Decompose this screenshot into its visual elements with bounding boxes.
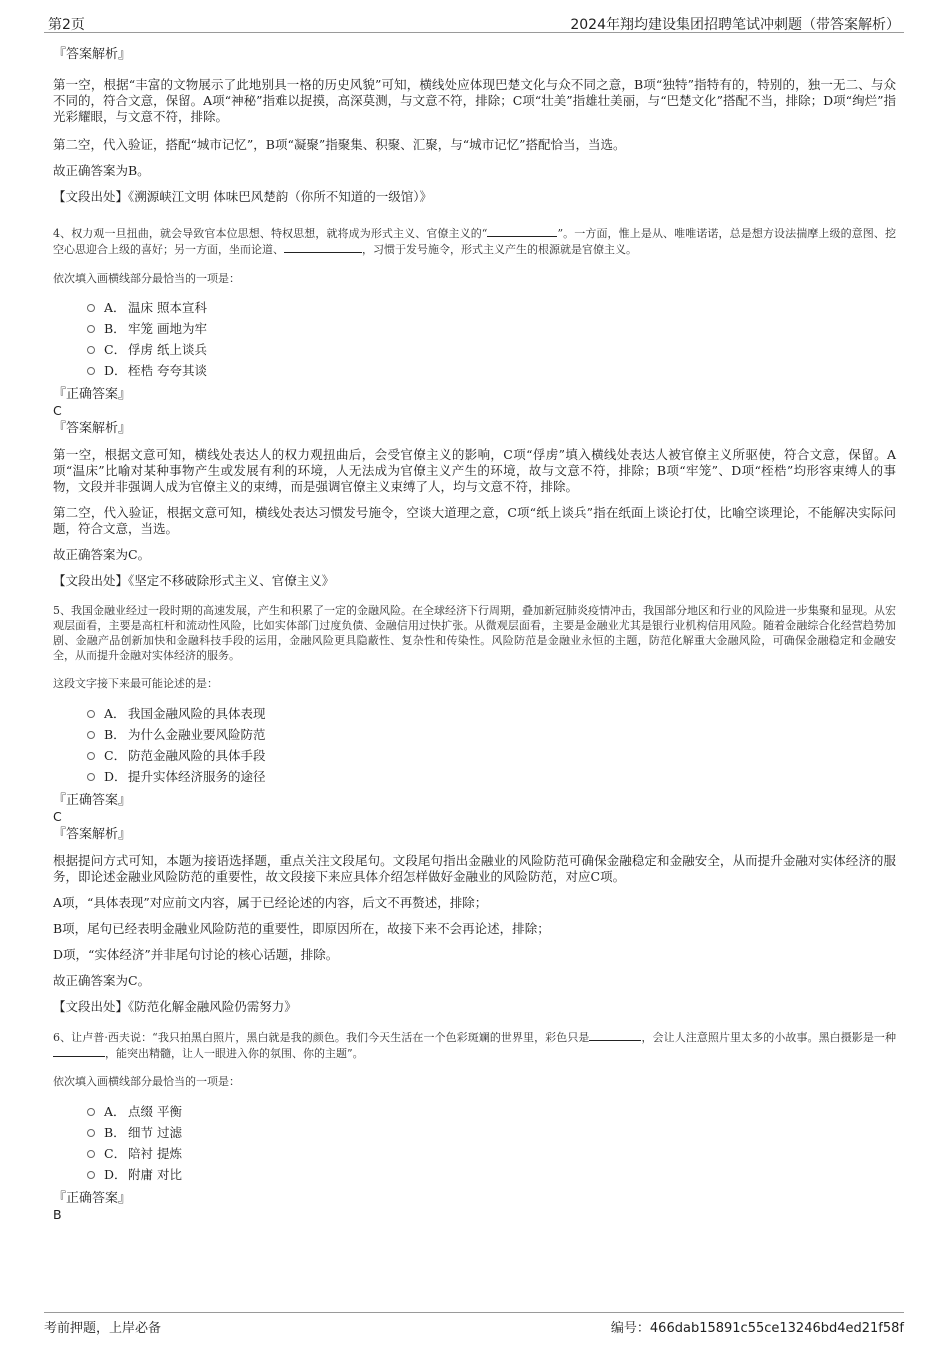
source-label: 【文段出处】 (53, 999, 129, 1014)
radio-icon[interactable] (87, 346, 95, 354)
radio-icon[interactable] (87, 1150, 95, 1158)
q4-analysis-label: 『答案解析』 (53, 421, 132, 436)
q5-answer: C (53, 809, 62, 824)
q4-answer-label: 『正确答案』 (53, 387, 132, 402)
radio-icon[interactable] (87, 773, 95, 781)
page-content (53, 40, 896, 1222)
source-title: 《溯源峡江文明 体味巴风楚韵（你所不知道的一级馆）》 (128, 189, 432, 204)
q5-option-a[interactable]: A． 我国金融风险的具体表现 (87, 703, 896, 724)
q3-analysis-p2: 第二空，代入验证，搭配“城市记忆”，B项“凝聚”指聚集、积聚、汇聚，与“城市记忆”搭配恰当，当选。 (53, 137, 626, 152)
q4-analysis-p1: 第一空，根据文意可知，横线处表达人的权力观扭曲后，会受官僚主义的影响，C项“俘虏”填入横线处表达人被官僚主义所驱使，符合文意，保留。A项“温床”比喻对某种事物产生或发展有利的环境，人无法成为官僚主义产生的环境，故与文意不符，排除；B项“牢笼”、D项“桎梏”均形容束缚人的事物，文段并非强调人成为官僚主义的束缚，而是强调官僚主义束缚了人，均与文意不符，排除。 (53, 447, 896, 494)
q6-answer-label: 『正确答案』 (53, 1191, 132, 1206)
q6-option-d[interactable]: D． 附庸 对比 (87, 1164, 896, 1185)
fill-blank (284, 241, 362, 253)
source-label: 【文段出处】 (53, 573, 129, 588)
fill-blank (589, 1029, 641, 1041)
q6-options (87, 1101, 896, 1185)
q3-source (53, 189, 896, 205)
q5-analysis-label: 『答案解析』 (53, 827, 132, 842)
page-number: 第2页 (48, 17, 85, 33)
q4-analysis-p2: 第二空，代入验证，根据文意可知，横线处表达习惯发号施令，空谈大道理之意，C项“纸上谈兵”指在纸面上谈论打仗，比喻空谈理论，不能解决实际问题，符合文意，当选。 (53, 505, 896, 536)
q5-source (53, 999, 896, 1015)
q4-stem: 4、权力观一旦扭曲，就会导致官本位思想、特权思想，就将成为形式主义、官僚主义的“ ”。一方面，惟上是从、唯唯诺诺，总是想方设法揣摩上级的意图、挖空心思迎合上级的喜好；另一方面，坐而论道、 ，习惯于发号施令，形式主义产生的根源就是官僚主义。 (53, 227, 896, 256)
q6-instruction: 依次填入画横线部分最恰当的一项是： (53, 1075, 240, 1088)
q3-conclusion: 故正确答案为B。 (53, 163, 150, 178)
q5-stem: 5、我国金融业经过一段时期的高速发展，产生和积累了一定的金融风险。在全球经济下行周期，叠加新冠肺炎疫情冲击，我国部分地区和行业的风险进一步集聚和显现。从宏观层面看，主要是高杠杆和流动性风险，比如实体部门过度负债、金融信用过快扩张。从微观层面看，主要是金融业尤其是银行业机构信用风险。随着金融综合化经营趋势加剧、金融产品创新加快和金融科技手段的运用，金融风险更具隐蔽性、复杂性和传染性。风险防范是金融业永恒的主题，防范化解重大金融风险，可确保金融稳定和金融安全，从而提升金融对实体经济的服务。 (53, 604, 896, 662)
q4-option-d[interactable]: D． 桎梏 夸夸其谈 (87, 360, 896, 381)
q4-option-c[interactable]: C． 俘虏 纸上谈兵 (87, 339, 896, 360)
q4-conclusion: 故正确答案为C。 (53, 547, 151, 562)
radio-icon[interactable] (87, 1129, 95, 1137)
page-footer (44, 1312, 904, 1335)
q5-analysis-p1: 根据提问方式可知，本题为接语选择题，重点关注文段尾句。文段尾句指出金融业的风险防范可确保金融稳定和金融安全，从而提升金融对实体经济的服务，即论述金融业风险防范的重要性，故文段接下来应具体介绍怎样做好金融业的风险防范，对应C项。 (53, 853, 896, 884)
fill-blank (53, 1045, 105, 1057)
q5-option-c[interactable]: C． 防范金融风险的具体手段 (87, 745, 896, 766)
q6-option-a[interactable]: A． 点缀 平衡 (87, 1101, 896, 1122)
source-title: 《坚定不移破除形式主义、官僚主义》 (128, 573, 335, 588)
q6-stem: 6、让卢普·西夫说：“我只拍黑白照片，黑白就是我的颜色。我们今天生活在一个色彩斑斓的世界里，彩色只是 ，会让人注意照片里太多的小故事。黑白摄影是一种，能突出精髓，让人一眼进入你的氛围、你的主题”。 (53, 1031, 897, 1060)
source-label: 【文段出处】 (53, 189, 129, 204)
q6-option-b[interactable]: B． 细节 过滤 (87, 1122, 896, 1143)
footer-slogan: 考前押题，上岸必备 (44, 1321, 162, 1336)
radio-icon[interactable] (87, 1108, 95, 1116)
radio-icon[interactable] (87, 304, 95, 312)
q3-analysis-p1: 第一空，根据“丰富的文物展示了此地别具一格的历史风貌”可知，横线处应体现巴楚文化与众不同之意，B项“独特”指特有的，特别的，独一无二、与众不同的，符合文意，保留。A项“神秘”指难以捉摸，高深莫测，与文意不符，排除；C项“壮美”指雄壮美丽，与“巴楚文化”搭配不当，排除；D项“绚烂”指光彩耀眼，与文意不符，排除。 (53, 77, 896, 124)
radio-icon[interactable] (87, 731, 95, 739)
q4-source (53, 573, 896, 589)
document-code: 编号：466dab15891c55ce13246bd4ed21f58f (610, 1321, 904, 1336)
q6-option-c[interactable]: C． 陪衬 提炼 (87, 1143, 896, 1164)
fill-blank (487, 225, 557, 237)
q5-instruction: 这段文字接下来最可能论述的是： (53, 677, 218, 690)
q4-option-a[interactable]: A． 温床 照本宣科 (87, 297, 896, 318)
q6-answer: B (53, 1207, 62, 1222)
radio-icon[interactable] (87, 710, 95, 718)
document-title: 2024年翔均建设集团招聘笔试冲刺题（带答案解析） (570, 17, 900, 33)
q4-instruction: 依次填入画横线部分最恰当的一项是： (53, 272, 240, 285)
q5-analysis-p3: B项，尾句已经表明金融业风险防范的重要性，即原因所在，故接下来不会再论述，排除； (53, 921, 550, 936)
q5-analysis-p2: A项，“具体表现”对应前文内容，属于已经论述的内容，后文不再赘述，排除； (53, 895, 488, 910)
q3-analysis-label: 『答案解析』 (53, 47, 132, 62)
radio-icon[interactable] (87, 325, 95, 333)
q4-option-b[interactable]: B． 牢笼 画地为牢 (87, 318, 896, 339)
q5-option-b[interactable]: B． 为什么金融业要风险防范 (87, 724, 896, 745)
radio-icon[interactable] (87, 1171, 95, 1179)
q4-answer: C (53, 403, 62, 418)
page-header (44, 12, 904, 33)
q5-analysis-p4: D项，“实体经济”并非尾句讨论的核心话题，排除。 (53, 947, 339, 962)
q5-option-d[interactable]: D． 提升实体经济服务的途径 (87, 766, 896, 787)
q5-options (87, 703, 896, 787)
radio-icon[interactable] (87, 367, 95, 375)
q5-conclusion: 故正确答案为C。 (53, 973, 151, 988)
q5-answer-label: 『正确答案』 (53, 793, 132, 808)
radio-icon[interactable] (87, 752, 95, 760)
q4-options (87, 297, 896, 381)
source-title: 《防范化解金融风险仍需努力》 (128, 999, 297, 1014)
